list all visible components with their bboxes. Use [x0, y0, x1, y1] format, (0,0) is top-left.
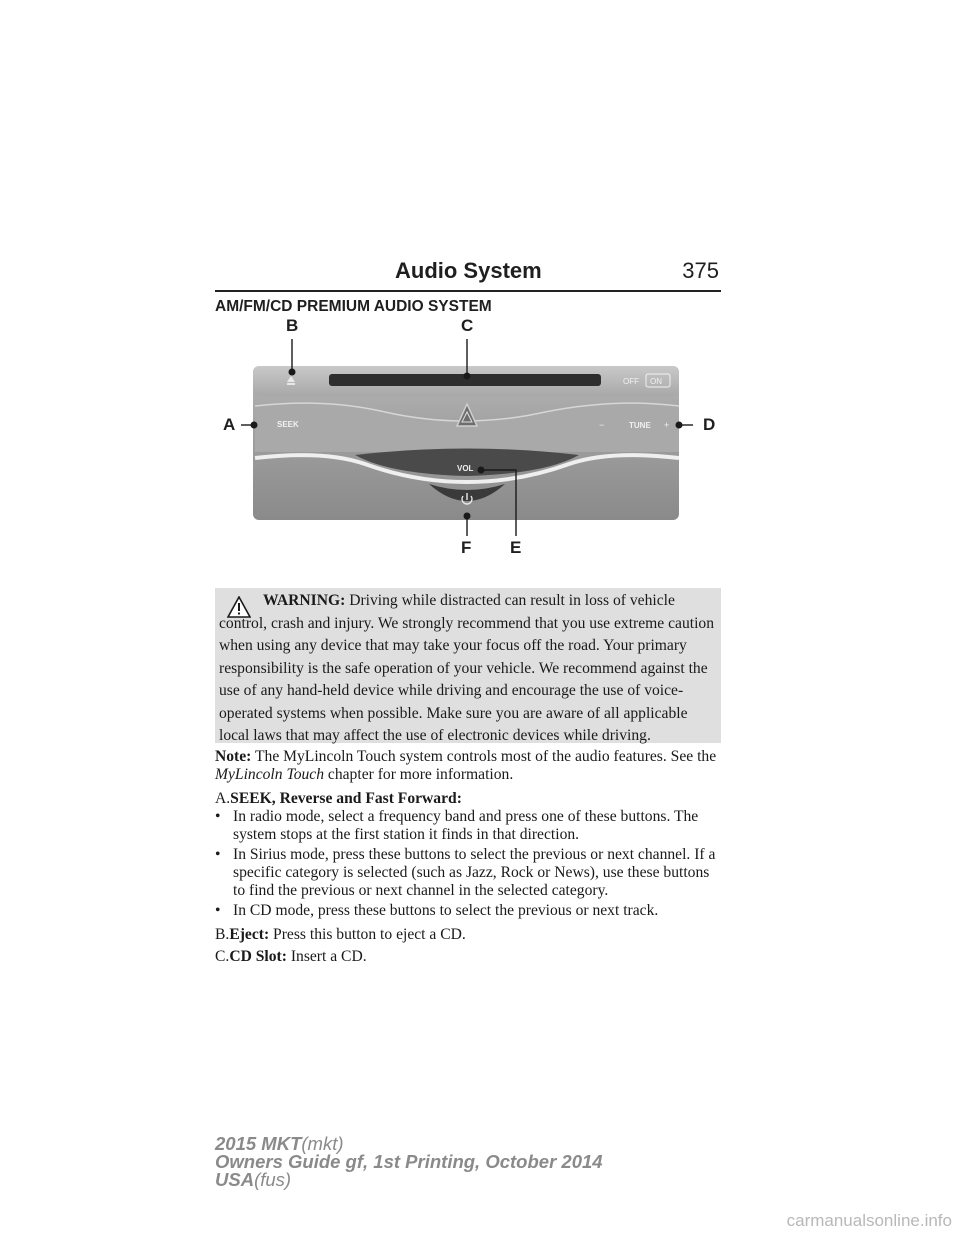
tune-plus-label: +: [664, 420, 670, 430]
footer-guide-info: Owners Guide gf, 1st Printing, October 2014: [215, 1151, 603, 1172]
callout-d: D: [703, 415, 716, 434]
audio-panel-figure: [215, 312, 721, 566]
page-number: 375: [682, 258, 719, 283]
callout-f: F: [461, 538, 472, 557]
callout-a: A: [223, 415, 236, 434]
footer-market-code: (fus): [254, 1169, 292, 1190]
page-header: [215, 256, 721, 292]
bullet-icon: •: [215, 808, 221, 825]
audio-panel-illustration: [215, 312, 721, 566]
item-c: [215, 948, 721, 966]
item-title: CD Slot:: [229, 948, 287, 965]
bullet-text: In Sirius mode, press these buttons to select the previous or next channel. If a specific category is selected (such as Jazz, Rock or News), use these buttons to find the previous or next channel in the selected category.: [233, 846, 716, 899]
footer-market: USA: [215, 1169, 255, 1190]
tune-label: TUNE: [629, 421, 651, 430]
callout-b: B: [286, 316, 299, 335]
note-italic-chapter: MyLincoln Touch: [215, 766, 325, 783]
warning-label: WARNING:: [263, 592, 346, 609]
section-title: AM/FM/CD PREMIUM AUDIO SYSTEM: [215, 298, 492, 315]
note-paragraph: [215, 748, 721, 784]
item-text: Press this button to eject a CD.: [273, 926, 466, 943]
bullet-text: In radio mode, select a frequency band and press one of these buttons. The system stops at the first station it finds in that direction.: [233, 808, 699, 843]
chapter-title: Audio System: [395, 258, 542, 283]
warning-box: [215, 588, 721, 743]
bullet-icon: •: [215, 902, 221, 919]
footer-model-code: (mkt): [301, 1133, 344, 1154]
vol-label: VOL: [457, 464, 474, 473]
item-letter: A.: [215, 790, 231, 807]
watermark: carmanualsonline.info: [786, 1211, 952, 1230]
seek-label: SEEK: [277, 420, 299, 429]
callout-c: C: [461, 316, 474, 335]
note-text-end: chapter for more information.: [327, 766, 514, 783]
item-b: [215, 926, 721, 944]
tune-minus-label: −: [599, 420, 605, 430]
on-label: ON: [650, 377, 662, 386]
note-label: Note:: [215, 748, 252, 765]
warning-text: [219, 590, 719, 748]
footer-model: 2015 MKT: [215, 1133, 302, 1154]
item-title: SEEK, Reverse and Fast Forward:: [230, 790, 462, 807]
callout-e: E: [510, 538, 522, 557]
off-label: OFF: [623, 377, 639, 386]
page-footer: [215, 1135, 603, 1189]
item-letter: C.: [215, 948, 230, 965]
bullet-text: In CD mode, press these buttons to select the previous or next track.: [233, 902, 659, 919]
item-text: Insert a CD.: [290, 948, 367, 965]
item-title: Eject:: [229, 926, 270, 943]
item-a-heading: [215, 790, 721, 808]
note-text: The MyLincoln Touch system controls most of the audio features. See the: [255, 748, 717, 765]
bullet-icon: •: [215, 846, 221, 863]
item-letter: B.: [215, 926, 230, 943]
warning-body: Driving while distracted can result in loss of vehicle control, crash and injury. We strongly recommend that you use extreme caution when using any device that may take your focus off the road. Your primary responsibility is the safe operation of your vehicle. We recommend against the use of any hand-held device while driving and encourage the use of voice-operated systems when possible. Make sure you are aware of all applicable local laws that may affect the use of electronic devices while driving.: [219, 592, 715, 744]
